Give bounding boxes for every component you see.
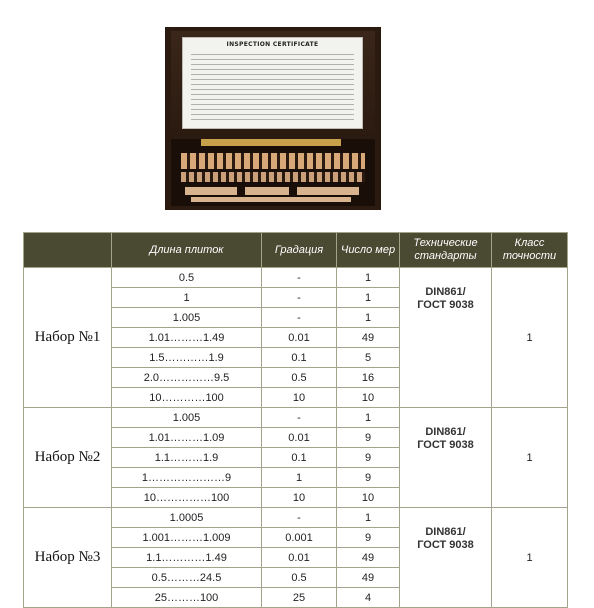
inspection-certificate bbox=[182, 37, 363, 129]
header-standards: Технические стандарты bbox=[400, 233, 492, 268]
cell-length: 25………100 bbox=[112, 588, 262, 608]
cell-length: 10…………100 bbox=[112, 388, 262, 408]
table-row bbox=[24, 268, 568, 288]
accuracy-class: 1 bbox=[492, 508, 568, 608]
set-name: Набор №3 bbox=[24, 508, 112, 608]
gauge-blocks-row bbox=[181, 153, 365, 169]
cell-length: 1.01………1.49 bbox=[112, 328, 262, 348]
long-gauge-block bbox=[185, 187, 237, 195]
cell-gradation: 0.01 bbox=[262, 428, 337, 448]
cell-gradation: - bbox=[262, 288, 337, 308]
header-accuracy-class: Класс точности bbox=[492, 233, 568, 268]
cell-count: 49 bbox=[337, 568, 400, 588]
cell-gradation: 10 bbox=[262, 388, 337, 408]
cell-gradation: 10 bbox=[262, 488, 337, 508]
case-lid bbox=[171, 31, 375, 139]
cell-gradation: 1 bbox=[262, 468, 337, 488]
certificate-title: INSPECTION CERTIFICATE bbox=[226, 41, 319, 48]
cell-count: 1 bbox=[337, 308, 400, 328]
set-name: Набор №1 bbox=[24, 268, 112, 408]
standard-line2: ГОСТ 9038 bbox=[417, 439, 474, 451]
cell-count: 1 bbox=[337, 288, 400, 308]
standard-cell bbox=[400, 268, 492, 408]
cell-count: 49 bbox=[337, 548, 400, 568]
case-tray bbox=[171, 139, 375, 206]
cell-gradation: 0.1 bbox=[262, 348, 337, 368]
cell-count: 4 bbox=[337, 588, 400, 608]
long-gauge-block bbox=[191, 197, 351, 202]
cell-length: 0.5………24.5 bbox=[112, 568, 262, 588]
cell-count: 9 bbox=[337, 528, 400, 548]
table-row bbox=[24, 408, 568, 428]
cell-length: 1.005 bbox=[112, 308, 262, 328]
header-set bbox=[24, 233, 112, 268]
cell-gradation: 0.5 bbox=[262, 568, 337, 588]
cell-count: 9 bbox=[337, 468, 400, 488]
cell-gradation: 0.5 bbox=[262, 368, 337, 388]
case-hinge bbox=[201, 139, 341, 146]
cell-count: 1 bbox=[337, 408, 400, 428]
cell-count: 49 bbox=[337, 328, 400, 348]
cell-length: 1.0005 bbox=[112, 508, 262, 528]
cell-count: 1 bbox=[337, 508, 400, 528]
gauge-block-sets-table bbox=[23, 232, 568, 608]
standard-cell bbox=[400, 508, 492, 608]
cell-gradation: 0.01 bbox=[262, 328, 337, 348]
cell-length: 10……………100 bbox=[112, 488, 262, 508]
table-row bbox=[24, 508, 568, 528]
standard-line1: DIN861/ bbox=[425, 286, 466, 298]
cell-gradation: - bbox=[262, 308, 337, 328]
cell-gradation: 0.001 bbox=[262, 528, 337, 548]
cell-length: 2.0……………9.5 bbox=[112, 368, 262, 388]
standard-cell bbox=[400, 408, 492, 508]
cell-gradation: - bbox=[262, 408, 337, 428]
standard-line2: ГОСТ 9038 bbox=[417, 299, 474, 311]
cell-gradation: 0.1 bbox=[262, 448, 337, 468]
gauge-block-set-photo bbox=[165, 27, 381, 210]
table-header-row bbox=[24, 233, 568, 268]
cell-count: 10 bbox=[337, 488, 400, 508]
cell-length: 1.1…………1.49 bbox=[112, 548, 262, 568]
cell-length: 1 bbox=[112, 288, 262, 308]
cell-gradation: - bbox=[262, 508, 337, 528]
cell-length: 0.5 bbox=[112, 268, 262, 288]
cell-length: 1.1………1.9 bbox=[112, 448, 262, 468]
standard-line1: DIN861/ bbox=[425, 426, 466, 438]
standard-line1: DIN861/ bbox=[425, 526, 466, 538]
accuracy-class: 1 bbox=[492, 408, 568, 508]
accuracy-class: 1 bbox=[492, 268, 568, 408]
long-gauge-block bbox=[245, 187, 289, 195]
header-block-length: Длина плиток bbox=[112, 233, 262, 268]
cell-length: 1.5…………1.9 bbox=[112, 348, 262, 368]
gauge-blocks-row bbox=[181, 172, 365, 182]
cell-length: 1.01………1.09 bbox=[112, 428, 262, 448]
cell-gradation: - bbox=[262, 268, 337, 288]
cell-count: 5 bbox=[337, 348, 400, 368]
certificate-table-lines bbox=[191, 54, 354, 120]
cell-gradation: 25 bbox=[262, 588, 337, 608]
cell-count: 1 bbox=[337, 268, 400, 288]
cell-gradation: 0.01 bbox=[262, 548, 337, 568]
cell-count: 16 bbox=[337, 368, 400, 388]
cell-count: 10 bbox=[337, 388, 400, 408]
cell-count: 9 bbox=[337, 428, 400, 448]
cell-length: 1…………………9 bbox=[112, 468, 262, 488]
standard-line2: ГОСТ 9038 bbox=[417, 539, 474, 551]
cell-length: 1.001………1.009 bbox=[112, 528, 262, 548]
header-gradation: Градация bbox=[262, 233, 337, 268]
set-name: Набор №2 bbox=[24, 408, 112, 508]
table-body bbox=[24, 268, 568, 608]
long-gauge-block bbox=[297, 187, 359, 195]
cell-count: 9 bbox=[337, 448, 400, 468]
cell-length: 1.005 bbox=[112, 408, 262, 428]
header-count: Число мер bbox=[337, 233, 400, 268]
